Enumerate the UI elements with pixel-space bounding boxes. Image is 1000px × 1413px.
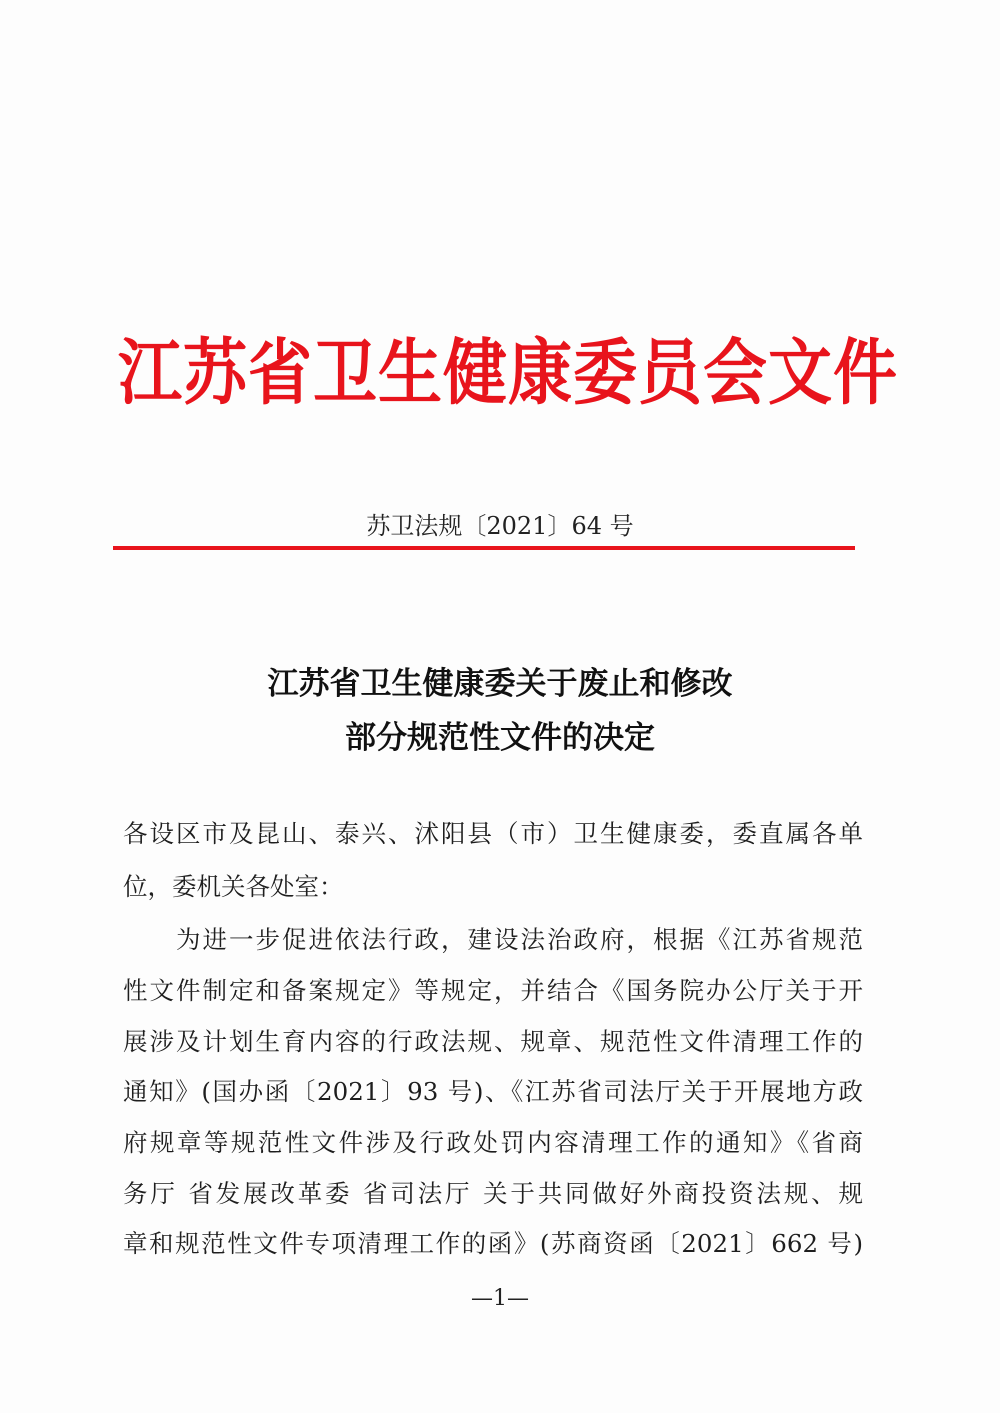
masthead-title: 江苏省卫生健康委员会文件	[118, 331, 898, 416]
document-number: 苏卫法规〔2021〕64 号	[366, 512, 634, 540]
body-line-1: 各设区市及昆山、泰兴、沭阳县（市）卫生健康委，委直属各单	[123, 819, 863, 848]
body-line-6: 通知》(国办函〔2021〕93 号)、《江苏省司法厅关于开展地方政	[123, 1077, 863, 1106]
document-title-line-2: 部分规范性文件的决定	[345, 720, 655, 756]
body-line-7: 府规章等规范性文件涉及行政处罚内容清理工作的通知》《省商	[123, 1128, 863, 1157]
body-line-9: 章和规范性文件专项清理工作的函》(苏商资函〔2021〕662 号)	[123, 1229, 863, 1258]
body-line-5: 展涉及计划生育内容的行政法规、规章、规范性文件清理工作的	[123, 1027, 863, 1056]
body-line-3: 为进一步促进依法行政，建设法治政府，根据《江苏省规范	[176, 925, 863, 954]
document-title-line-1: 江苏省卫生健康委关于废止和修改	[267, 666, 733, 702]
body-line-2: 位，委机关各处室：	[123, 872, 344, 901]
body-line-8: 务厅 省发展改革委 省司法厅 关于共同做好外商投资法规、规	[123, 1179, 863, 1208]
page-number: —1—	[471, 1286, 529, 1311]
red-divider-line	[113, 546, 855, 550]
body-line-4: 性文件制定和备案规定》等规定，并结合《国务院办公厅关于开	[123, 976, 863, 1005]
